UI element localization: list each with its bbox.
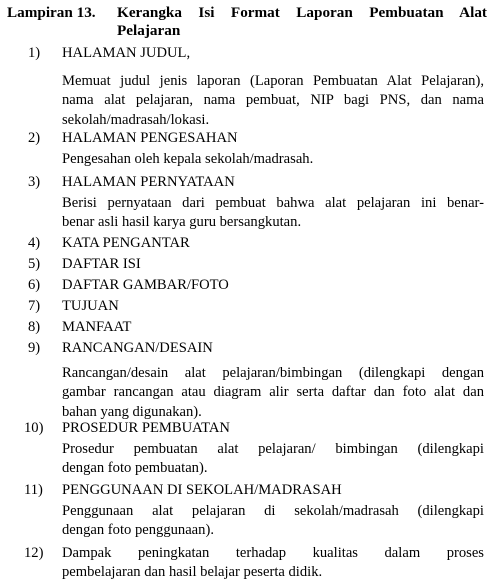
item-number: 6) bbox=[28, 277, 41, 293]
description-line: dengan foto penggunaan). bbox=[62, 522, 214, 539]
title-label: Lampiran 13. bbox=[7, 4, 96, 21]
item-heading: HALAMAN PERNYATAAN bbox=[62, 174, 235, 190]
description-line: pembelajaran dan hasil belajar peserta didik. bbox=[62, 564, 323, 581]
item-number: 2) bbox=[28, 130, 41, 146]
title-line-1: Kerangka Isi Format Laporan Pembuatan Alat bbox=[117, 4, 487, 21]
description-line: dengan foto pembuatan). bbox=[62, 460, 208, 477]
description-line: nama alat pelajaran, nama pembuat, NIP bagi PNS, dan nama bbox=[62, 92, 484, 109]
description-line: Rancangan/desain alat pelajaran/bimbingan (dilengkapi dengan bbox=[62, 365, 484, 381]
item-description bbox=[62, 364, 484, 422]
item-description bbox=[62, 150, 484, 169]
item-number: 4) bbox=[28, 235, 41, 251]
item-number: 8) bbox=[28, 319, 41, 335]
item-heading: KATA PENGANTAR bbox=[62, 235, 190, 251]
item-heading: PROSEDUR PEMBUATAN bbox=[62, 420, 230, 436]
description-line: Berisi pernyataan dari pembuat bahwa alat pelajaran ini benar- bbox=[62, 195, 484, 211]
description-line: benar asli hasil karya guru bersangkutan. bbox=[62, 214, 302, 231]
description-line: Penggunaan alat pelajaran di sekolah/madrasah (dilengkapi bbox=[62, 503, 484, 519]
item-heading: HALAMAN PENGESAHAN bbox=[62, 130, 238, 146]
item-number: 12) bbox=[24, 545, 44, 561]
description-line: gambar rancangan atau diagram alir serta daftar dan foto alat dan bbox=[62, 384, 484, 401]
item-number: 1) bbox=[28, 45, 41, 61]
description-line: bahan yang digunakan). bbox=[62, 403, 202, 420]
item-heading: DAFTAR GAMBAR/FOTO bbox=[62, 277, 229, 293]
item-description bbox=[62, 502, 484, 541]
item-description bbox=[62, 194, 484, 233]
item-heading: RANCANGAN/DESAIN bbox=[62, 340, 213, 356]
item-description bbox=[62, 72, 484, 130]
item-heading: PENGGUNAAN DI SEKOLAH/MADRASAH bbox=[62, 482, 342, 498]
item-heading: TUJUAN bbox=[62, 298, 119, 314]
item-heading: MANFAAT bbox=[62, 319, 132, 335]
title-line-2: Pelajaran bbox=[117, 22, 181, 39]
item-description bbox=[62, 544, 484, 583]
item-heading: DAFTAR ISI bbox=[62, 256, 141, 272]
description-line: Prosedur pembuatan alat pelajaran/ bimbingan (dilengkapi bbox=[62, 441, 484, 457]
item-number: 11) bbox=[24, 482, 43, 498]
item-description bbox=[62, 440, 484, 479]
item-number: 9) bbox=[28, 340, 41, 356]
description-line: Pengesahan oleh kepala sekolah/madrasah. bbox=[62, 151, 314, 167]
item-heading: HALAMAN JUDUL, bbox=[62, 45, 191, 61]
item-number: 3) bbox=[28, 174, 41, 190]
item-number: 5) bbox=[28, 256, 41, 272]
item-number: 7) bbox=[28, 298, 41, 314]
title-text bbox=[117, 4, 487, 40]
item-number: 10) bbox=[24, 420, 44, 436]
description-line: Dampak peningkatan terhadap kualitas dalam proses bbox=[62, 545, 484, 561]
description-line: Memuat judul jenis laporan (Laporan Pembuatan Alat Pelajaran), bbox=[62, 73, 484, 89]
description-line: sekolah/madrasah/lokasi. bbox=[62, 111, 210, 128]
